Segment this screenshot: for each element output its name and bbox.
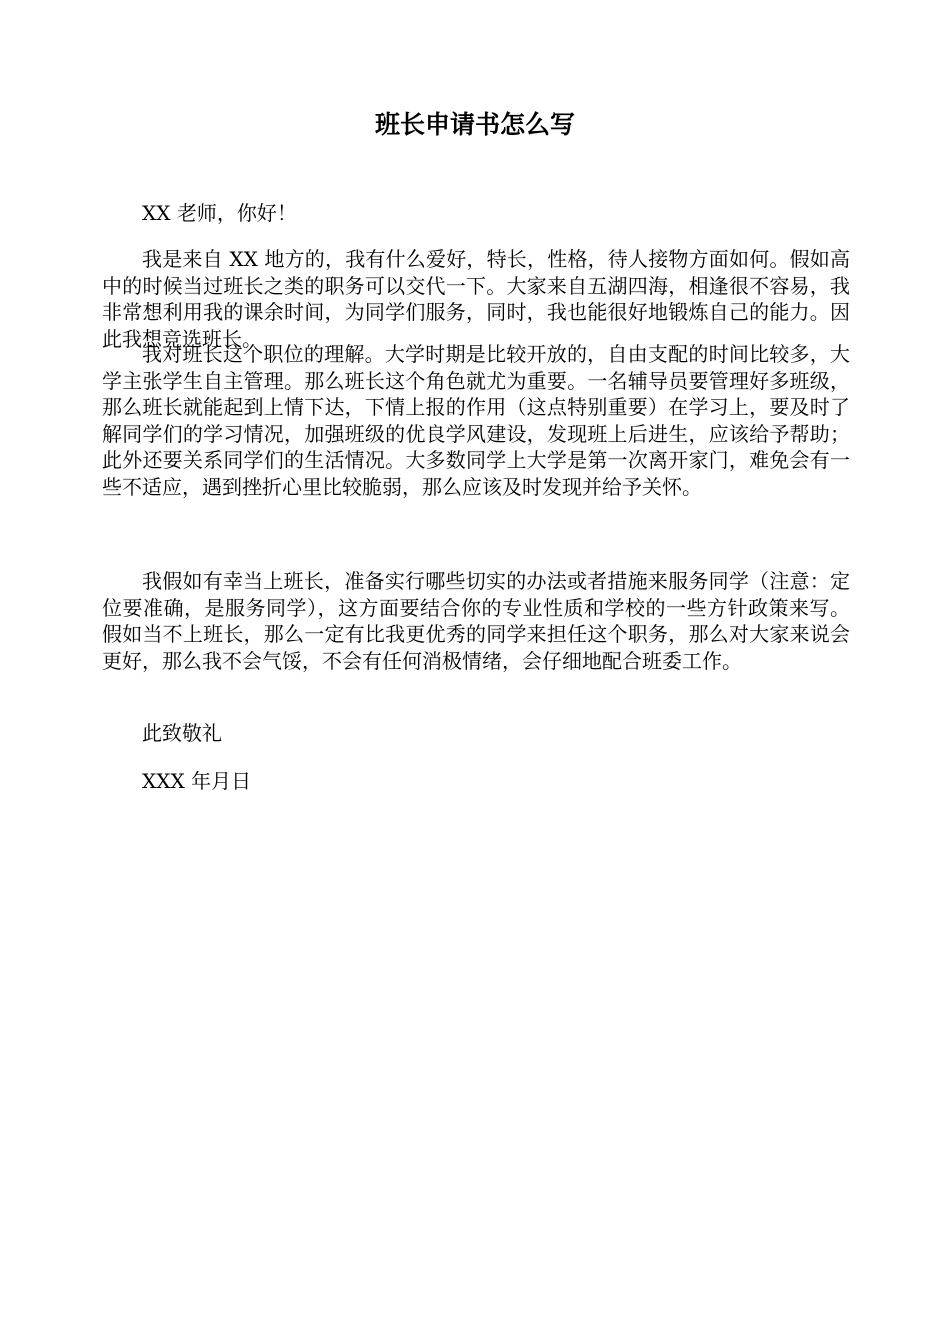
body-paragraph-1: 我是来自 XX 地方的，我有什么爱好，特长，性格，待人接物方面如何。假如高中的时候当过班长之类的职务可以交代一下。大家来自五湖四海，相逢很不容易，我非常想利用我的课余时间，为同学们服务，同时，我也能很好地锻炼自己的能力。因此我想竞选班长。 xyxy=(102,247,850,351)
body-paragraph-2: 我对班长这个职位的理解。大学时期是比较开放的，自由支配的时间比较多，大学主张学生自主管理。那么班长这个角色就尤为重要。一名辅导员要管理好多班级，那么班长就能起到上情下达，下情上报的作用（这点特别重要）在学习上，要及时了解同学们的学习情况，加强班级的优良学风建设，发现班上后进生，应该给予帮助；此外还要关系同学们的生活情况。大多数同学上大学是第一次离开家门，难免会有一些不适应，遇到挫折心里比较脆弱，那么应该及时发现并给予关怀。 xyxy=(102,342,850,499)
closing-salutation: 此致敬礼 xyxy=(142,721,222,745)
greeting-line: XX 老师，你好！ xyxy=(142,201,297,225)
signature-date-line: XXX 年月日 xyxy=(142,769,252,793)
document-title: 班长申请书怎么写 xyxy=(374,110,575,139)
body-paragraph-3: 我假如有幸当上班长，准备实行哪些切实的办法或者措施来服务同学（注意：定位要准确，是服务同学），这方面要结合你的专业性质和学校的一些方针政策来写。假如当不上班长，那么一定有比我更优秀的同学来担任这个职务，那么对大家来说会更好，那么我不会气馁，不会有任何消极情绪，会仔细地配合班委工作。 xyxy=(102,569,850,673)
